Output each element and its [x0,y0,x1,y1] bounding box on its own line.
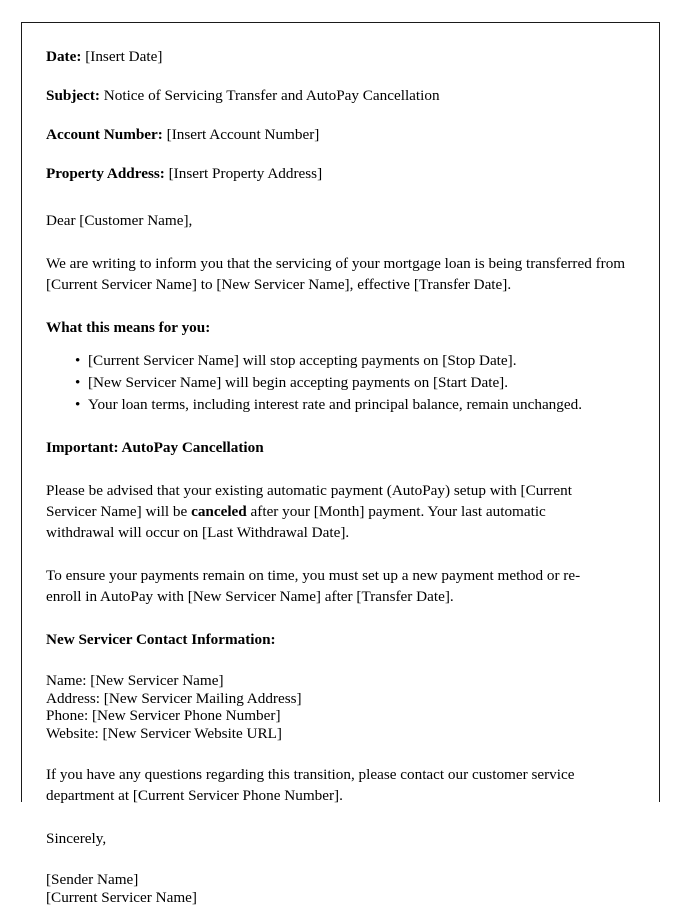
field-label-date: Date: [46,48,81,65]
letter-body [46,46,628,906]
salutation: Dear [Customer Name], [46,210,628,231]
list-item-text: [New Servicer Name] will begin accepting payments on [Start Date]. [88,374,508,391]
intro-paragraph: We are writing to inform you that the servicing of your mortgage loan is being transferred from [Current Servicer Name] to [New Servicer Name], effective [Transfer Date]. [46,253,628,295]
autopay-paragraph [46,480,612,543]
field-row-date [46,46,628,67]
contact-information-heading: New Servicer Contact Information: [46,629,628,650]
list-item-text: Your loan terms, including interest rate and principal balance, remain unchanged. [88,396,582,413]
field-value-date: [Insert Date] [85,48,162,65]
autopay-emphasis-canceled: canceled [191,503,247,520]
list-item [88,394,628,415]
field-value-account-number: [Insert Account Number] [167,126,320,143]
list-item-text: [Current Servicer Name] will stop accepting payments on [Stop Date]. [88,352,517,369]
contact-block [46,672,628,742]
means-bullet-list [46,350,628,415]
bullet-dot-icon: • [75,350,80,371]
what-this-means-heading: What this means for you: [46,317,628,338]
questions-paragraph: If you have any questions regarding this transition, please contact our customer service department at [Current Servicer Phone Number]. [46,764,628,806]
field-label-account-number: Account Number: [46,126,163,143]
reenroll-paragraph: To ensure your payments remain on time, you must set up a new payment method or re-enroll in AutoPay with [New Servicer Name] after [Transfer Date]. [46,565,612,607]
signature-block [46,871,628,906]
field-value-subject: Notice of Servicing Transfer and AutoPay Cancellation [104,87,440,104]
field-row-account-number [46,124,628,145]
field-label-subject: Subject: [46,87,100,104]
list-item [88,372,628,393]
autopay-paragraph-part1: Please be advised that your existing automatic payment (AutoPay) setup with [Current Servicer Name] will be [46,482,572,520]
field-row-subject [46,85,628,106]
autopay-cancellation-heading: Important: AutoPay Cancellation [46,437,628,458]
list-item [88,350,628,371]
contact-line-address: Address: [New Servicer Mailing Address] [46,690,628,708]
field-row-property-address [46,163,628,184]
contact-line-website: Website: [New Servicer Website URL] [46,725,628,743]
field-value-property-address: [Insert Property Address] [169,165,323,182]
bullet-dot-icon: • [75,394,80,415]
closing-salutation: Sincerely, [46,828,628,849]
contact-line-phone: Phone: [New Servicer Phone Number] [46,707,628,725]
contact-line-name: Name: [New Servicer Name] [46,672,628,690]
autopay-paragraph-part2: after your [Month] payment. Your last automatic withdrawal will occur on [Last Withdrawal Date]. [46,503,546,541]
bullet-dot-icon: • [75,372,80,393]
signature-servicer-name: [Current Servicer Name] [46,889,628,906]
signature-sender-name: [Sender Name] [46,871,628,889]
field-label-property-address: Property Address: [46,165,165,182]
